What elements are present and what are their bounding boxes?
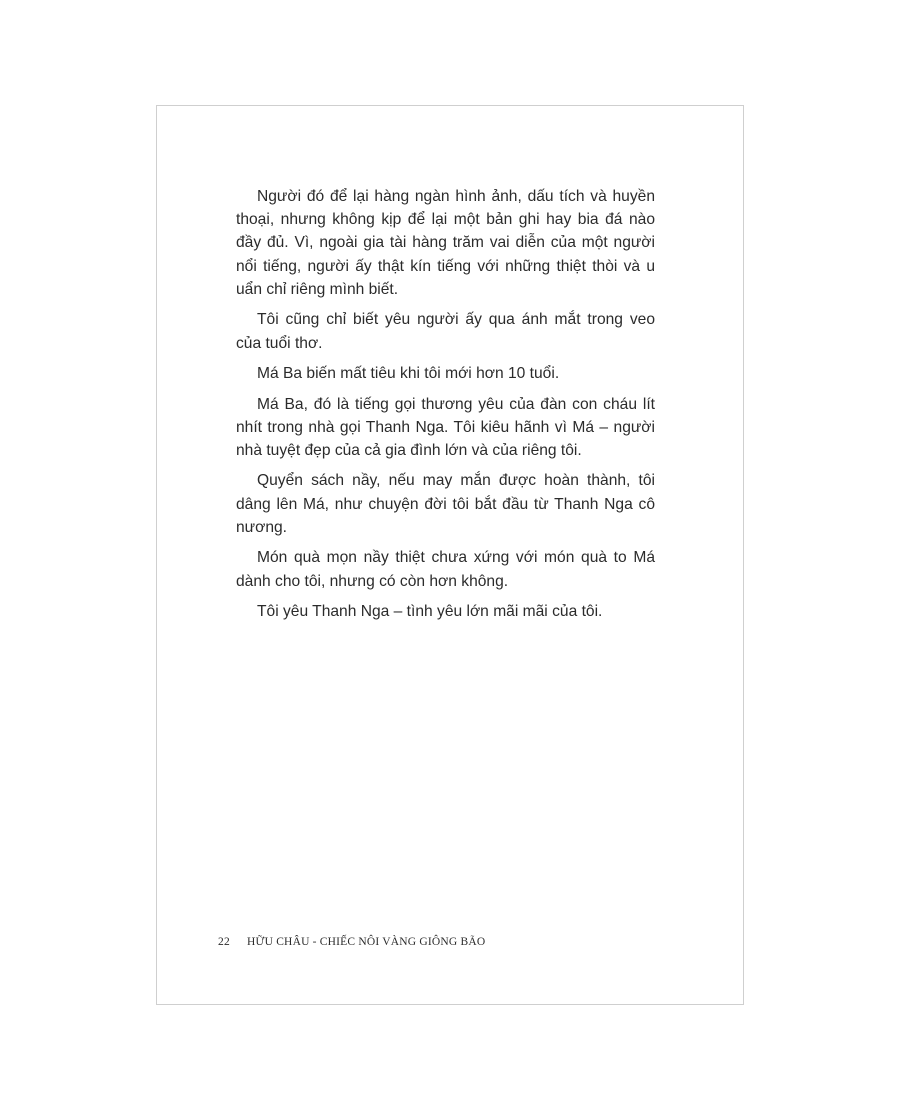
paragraph: Má Ba biến mất tiêu khi tôi mới hơn 10 tuổi.: [257, 365, 560, 383]
body-text: [236, 185, 655, 631]
page-number: 22: [218, 936, 230, 948]
running-title: HỮU CHÂU - CHIẾC NÔI VÀNG GIÔNG BÃO: [246, 936, 486, 948]
paragraph: Người đó để lại hàng ngàn hình ảnh, dấu tích và huyền thoại, nhưng không kịp để lại một bản ghi hay bia đá nào đầy đủ. Vì, ngoài gia tài hàng trăm vai diễn của một người nổi tiếng, người ấy thật kín tiếng với những thiệt thòi và u uẩn chỉ riêng mình biết.: [236, 188, 655, 298]
page-footer: [218, 936, 485, 948]
book-page: [156, 105, 744, 1005]
paragraph: Tôi cũng chỉ biết yêu người ấy qua ánh mắt trong veo của tuổi thơ.: [236, 311, 655, 352]
paragraph: Tôi yêu Thanh Nga – tình yêu lớn mãi mãi của tôi.: [257, 603, 603, 621]
paragraph: Món quà mọn nầy thiệt chưa xứng với món quà to Má dành cho tôi, nhưng có còn hơn không.: [236, 549, 655, 590]
paragraph: Quyển sách nầy, nếu may mắn được hoàn thành, tôi dâng lên Má, như chuyện đời tôi bắt đầu từ Thanh Nga cô nương.: [236, 472, 655, 536]
paragraph: Má Ba, đó là tiếng gọi thương yêu của đàn con cháu lít nhít trong nhà gọi Thanh Nga. Tôi kiêu hãnh vì Má – người nhà tuyệt đẹp của cả gia đình lớn và của riêng tôi.: [236, 395, 655, 459]
